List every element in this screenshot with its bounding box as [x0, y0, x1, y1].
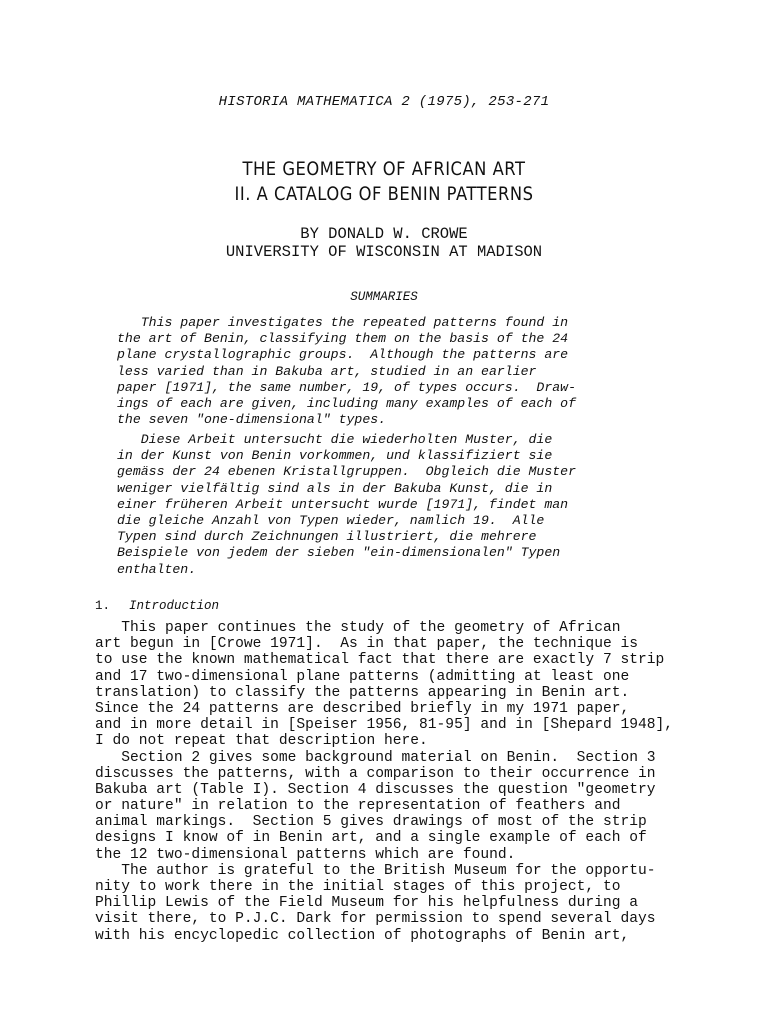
section-body	[95, 620, 675, 944]
section-number: 1.	[95, 599, 111, 613]
body-line: animal markings. Section 5 gives drawings of most of the strip	[95, 814, 647, 831]
body-line: and in more detail in [Speiser 1956, 81-95] and in [Shepard 1948],	[95, 717, 674, 734]
summary-line: Typen sind durch Zeichnungen illustriert, die mehrere	[117, 529, 537, 545]
body-line: and 17 two-dimensional plane patterns (admitting at least one	[95, 668, 630, 685]
summary-line: ings of each are given, including many examples of each of	[117, 395, 576, 411]
summary-line: plane crystallographic groups. Although the patterns are	[117, 347, 569, 363]
summary-line: the seven "one-dimensional" types.	[117, 412, 387, 428]
body-line: Since the 24 patterns are described briefly in my 1971 paper,	[95, 700, 630, 717]
body-line: Section 2 gives some background material on Benin. Section 3	[95, 749, 656, 766]
summary-line: This paper investigates the repeated patterns found in	[117, 315, 569, 330]
summary-line: einer früheren Arbeit untersucht wurde [1971], findet man	[117, 496, 569, 512]
german-summary	[117, 432, 637, 578]
body-line: I do not repeat that description here.	[95, 733, 428, 750]
section-title: Introduction	[129, 599, 220, 613]
summary-line: in der Kunst von Benin vorkommen, und klassifiziert sie	[117, 448, 553, 464]
summary-line: Beispiele von jedem der sieben "ein-dimensionalen" Typen	[117, 545, 561, 561]
summary-line: weniger vielfältig sind als in der Bakuba Kunst, die in	[117, 480, 553, 496]
body-line: discusses the patterns, with a comparison to their occurrence in	[95, 765, 656, 782]
summary-line: paper [1971], the same number, 19, of types occurs. Draw-	[117, 379, 576, 395]
summary-line: the art of Benin, classifying them on the basis of the 24	[117, 331, 569, 347]
author-byline: BY DONALD W. CROWE	[300, 225, 468, 243]
body-line: The author is grateful to the British Museum for the opportu-	[95, 862, 656, 879]
body-line: Bakuba art (Table I). Section 4 discusses the question "geometry	[95, 781, 656, 798]
journal-citation: HISTORIA MATHEMATICA 2 (1975), 253-271	[218, 94, 550, 110]
summary-line: Diese Arbeit untersucht die wiederholten Muster, die	[117, 432, 553, 447]
summary-line: gemäss der 24 ebenen Kristallgruppen. Obgleich die Muster	[117, 464, 576, 480]
summary-line: die gleiche Anzahl von Typen wieder, namlich 19. Alle	[117, 512, 545, 528]
body-line: or nature" in relation to the representation of feathers and	[95, 798, 621, 815]
summaries-heading: SUMMARIES	[350, 290, 418, 304]
body-line: with his encyclopedic collection of photographs of Benin art,	[95, 927, 630, 944]
english-summary	[117, 315, 637, 428]
section-heading	[95, 599, 219, 613]
author-affiliation: UNIVERSITY OF WISCONSIN AT MADISON	[225, 243, 543, 261]
body-line: Phillip Lewis of the Field Museum for his helpfulness during a	[95, 895, 638, 912]
body-line: visit there, to P.J.C. Dark for permission to spend several days	[95, 911, 656, 928]
summary-line: enthalten.	[117, 561, 197, 577]
article-title-line-2: II. A CATALOG OF BENIN PATTERNS	[234, 183, 534, 205]
body-line: designs I know of in Benin art, and a single example of each of	[95, 830, 647, 847]
body-line: art begun in [Crowe 1971]. As in that paper, the technique is	[95, 636, 638, 653]
summary-line: less varied than in Bakuba art, studied in an earlier	[117, 363, 537, 379]
article-title-line-1: THE GEOMETRY OF AFRICAN ART	[242, 158, 526, 180]
body-line: nity to work there in the initial stages of this project, to	[95, 879, 621, 895]
body-line: the 12 two-dimensional patterns which are found.	[95, 846, 516, 863]
body-line: to use the known mathematical fact that there are exactly 7 strip	[95, 652, 665, 669]
body-line: This paper continues the study of the geometry of African	[95, 620, 621, 636]
body-line: translation) to classify the patterns appearing in Benin art.	[95, 684, 630, 701]
